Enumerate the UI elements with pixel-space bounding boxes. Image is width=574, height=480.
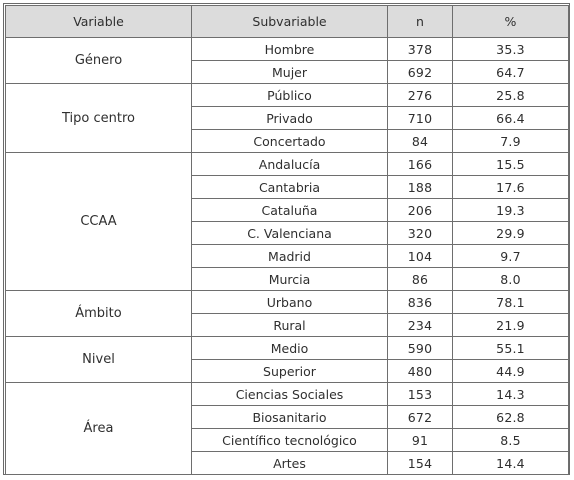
percent-cell: 78.1 <box>453 291 569 314</box>
variable-cell: Género <box>6 38 192 84</box>
n-cell: 154 <box>388 452 453 475</box>
table-header <box>6 6 569 38</box>
n-cell: 206 <box>388 199 453 222</box>
table-row <box>6 337 569 360</box>
n-cell: 710 <box>388 107 453 130</box>
table-row <box>6 291 569 314</box>
percent-cell: 29.9 <box>453 222 569 245</box>
header-row <box>6 6 569 38</box>
n-cell: 320 <box>388 222 453 245</box>
percent-cell: 21.9 <box>453 314 569 337</box>
variable-cell: CCAA <box>6 153 192 291</box>
percent-cell: 35.3 <box>453 38 569 61</box>
n-cell: 590 <box>388 337 453 360</box>
header-subvariable: Subvariable <box>192 6 388 38</box>
table-body <box>6 38 569 475</box>
percent-cell: 64.7 <box>453 61 569 84</box>
subvariable-cell: Mujer <box>192 61 388 84</box>
subvariable-cell: Concertado <box>192 130 388 153</box>
n-cell: 153 <box>388 383 453 406</box>
n-cell: 276 <box>388 84 453 107</box>
header-variable: Variable <box>6 6 192 38</box>
percent-cell: 14.3 <box>453 383 569 406</box>
n-cell: 836 <box>388 291 453 314</box>
table-row <box>6 383 569 406</box>
subvariable-cell: C. Valenciana <box>192 222 388 245</box>
n-cell: 86 <box>388 268 453 291</box>
subvariable-cell: Murcia <box>192 268 388 291</box>
header-n: n <box>388 6 453 38</box>
subvariable-cell: Ciencias Sociales <box>192 383 388 406</box>
percent-cell: 55.1 <box>453 337 569 360</box>
percent-cell: 14.4 <box>453 452 569 475</box>
n-cell: 91 <box>388 429 453 452</box>
table-row <box>6 84 569 107</box>
n-cell: 188 <box>388 176 453 199</box>
subvariable-cell: Cataluña <box>192 199 388 222</box>
header-percent: % <box>453 6 569 38</box>
subvariable-cell: Cantabria <box>192 176 388 199</box>
subvariable-cell: Hombre <box>192 38 388 61</box>
percent-cell: 17.6 <box>453 176 569 199</box>
subvariable-cell: Urbano <box>192 291 388 314</box>
percent-cell: 15.5 <box>453 153 569 176</box>
subvariable-cell: Superior <box>192 360 388 383</box>
table-row <box>6 38 569 61</box>
sample-table <box>5 5 569 475</box>
percent-cell: 19.3 <box>453 199 569 222</box>
subvariable-cell: Artes <box>192 452 388 475</box>
table-row <box>6 153 569 176</box>
n-cell: 672 <box>388 406 453 429</box>
percent-cell: 66.4 <box>453 107 569 130</box>
subvariable-cell: Medio <box>192 337 388 360</box>
subvariable-cell: Andalucía <box>192 153 388 176</box>
subvariable-cell: Rural <box>192 314 388 337</box>
n-cell: 104 <box>388 245 453 268</box>
subvariable-cell: Científico tecnológico <box>192 429 388 452</box>
n-cell: 234 <box>388 314 453 337</box>
n-cell: 378 <box>388 38 453 61</box>
n-cell: 166 <box>388 153 453 176</box>
variable-cell: Nivel <box>6 337 192 383</box>
subvariable-cell: Biosanitario <box>192 406 388 429</box>
n-cell: 480 <box>388 360 453 383</box>
n-cell: 692 <box>388 61 453 84</box>
variable-cell: Ámbito <box>6 291 192 337</box>
percent-cell: 62.8 <box>453 406 569 429</box>
subvariable-cell: Privado <box>192 107 388 130</box>
percent-cell: 25.8 <box>453 84 569 107</box>
variable-cell: Tipo centro <box>6 84 192 153</box>
subvariable-cell: Madrid <box>192 245 388 268</box>
variable-cell: Área <box>6 383 192 475</box>
percent-cell: 7.9 <box>453 130 569 153</box>
subvariable-cell: Público <box>192 84 388 107</box>
percent-cell: 8.0 <box>453 268 569 291</box>
percent-cell: 8.5 <box>453 429 569 452</box>
n-cell: 84 <box>388 130 453 153</box>
percent-cell: 9.7 <box>453 245 569 268</box>
percent-cell: 44.9 <box>453 360 569 383</box>
